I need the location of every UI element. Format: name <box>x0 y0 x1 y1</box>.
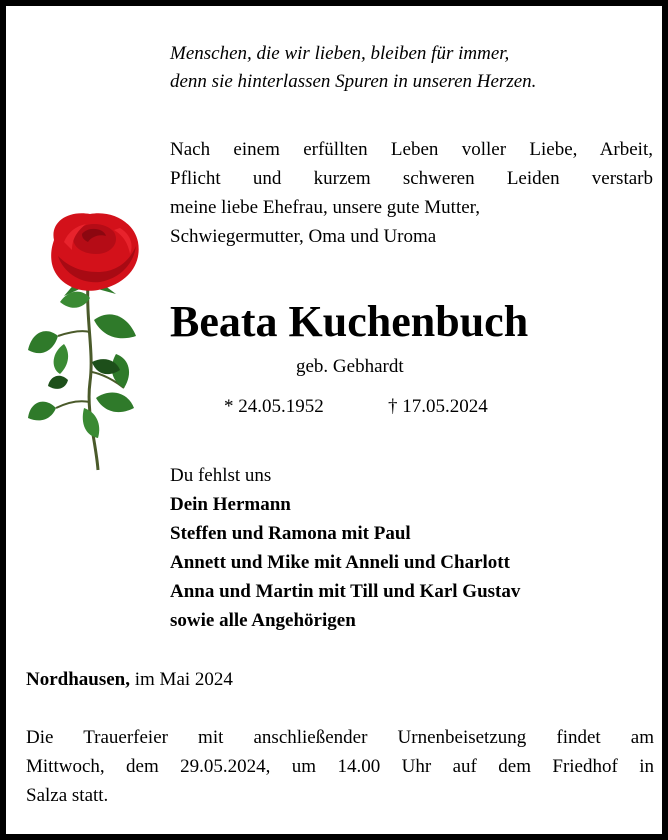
funeral-notice <box>26 723 654 810</box>
mourner-line: sowie alle Angehörigen <box>170 610 356 631</box>
funeral-line: Mittwoch, dem 29.05.2024, um 14.00 Uhr auf dem Friedhof in <box>26 756 654 777</box>
mourner-line: Dein Hermann <box>170 494 291 515</box>
birth-date: * 24.05.1952 <box>224 396 324 417</box>
mourner-line: Steffen und Ramona mit Paul <box>170 523 411 544</box>
place-city: Nordhausen, <box>26 669 130 690</box>
death-date: † 17.05.2024 <box>388 396 488 417</box>
intro-line: meine liebe Ehefrau, unsere gute Mutter, <box>170 197 480 218</box>
rose-leaf <box>28 331 58 353</box>
motto-line: Menschen, die wir lieben, bleiben für immer, <box>170 43 510 64</box>
intro-text <box>170 135 653 251</box>
rose-branch <box>56 401 90 408</box>
mourners-intro: Du fehlst uns <box>170 465 272 486</box>
rose-leaf <box>54 344 68 374</box>
place-date: im Mai 2024 <box>130 669 233 690</box>
rose-branch <box>58 331 90 336</box>
rose-leaf <box>60 292 90 308</box>
funeral-line: Die Trauerfeier mit anschließender Urnenbeisetzung findet am <box>26 727 654 748</box>
rose-leaf <box>94 314 136 338</box>
mourner-line: Anna und Martin mit Till und Karl Gustav <box>170 581 521 602</box>
intro-line: Pflicht und kurzem schweren Leiden verstarb <box>170 168 653 189</box>
rose-leaf <box>28 402 56 421</box>
maiden-name: geb. Gebhardt <box>296 356 404 377</box>
intro-line: Schwiegermutter, Oma und Uroma <box>170 226 437 247</box>
motto-verse <box>170 40 650 96</box>
rose-leaf <box>48 376 68 389</box>
funeral-line: Salza statt. <box>26 785 109 806</box>
mourner-line: Annett und Mike mit Anneli und Charlott <box>170 552 510 573</box>
place-and-date <box>26 667 233 693</box>
rose-leaf <box>83 408 99 438</box>
motto-line: denn sie hinterlassen Spuren in unseren Herzen. <box>170 71 537 92</box>
red-rose-image <box>24 212 148 474</box>
rose-stem <box>88 282 98 470</box>
intro-line: Nach einem erfüllten Leben voller Liebe, Arbeit, <box>170 139 653 160</box>
mourners-list <box>170 461 660 635</box>
rose-leaf <box>96 393 134 413</box>
deceased-name: Beata Kuchenbuch <box>170 297 529 346</box>
